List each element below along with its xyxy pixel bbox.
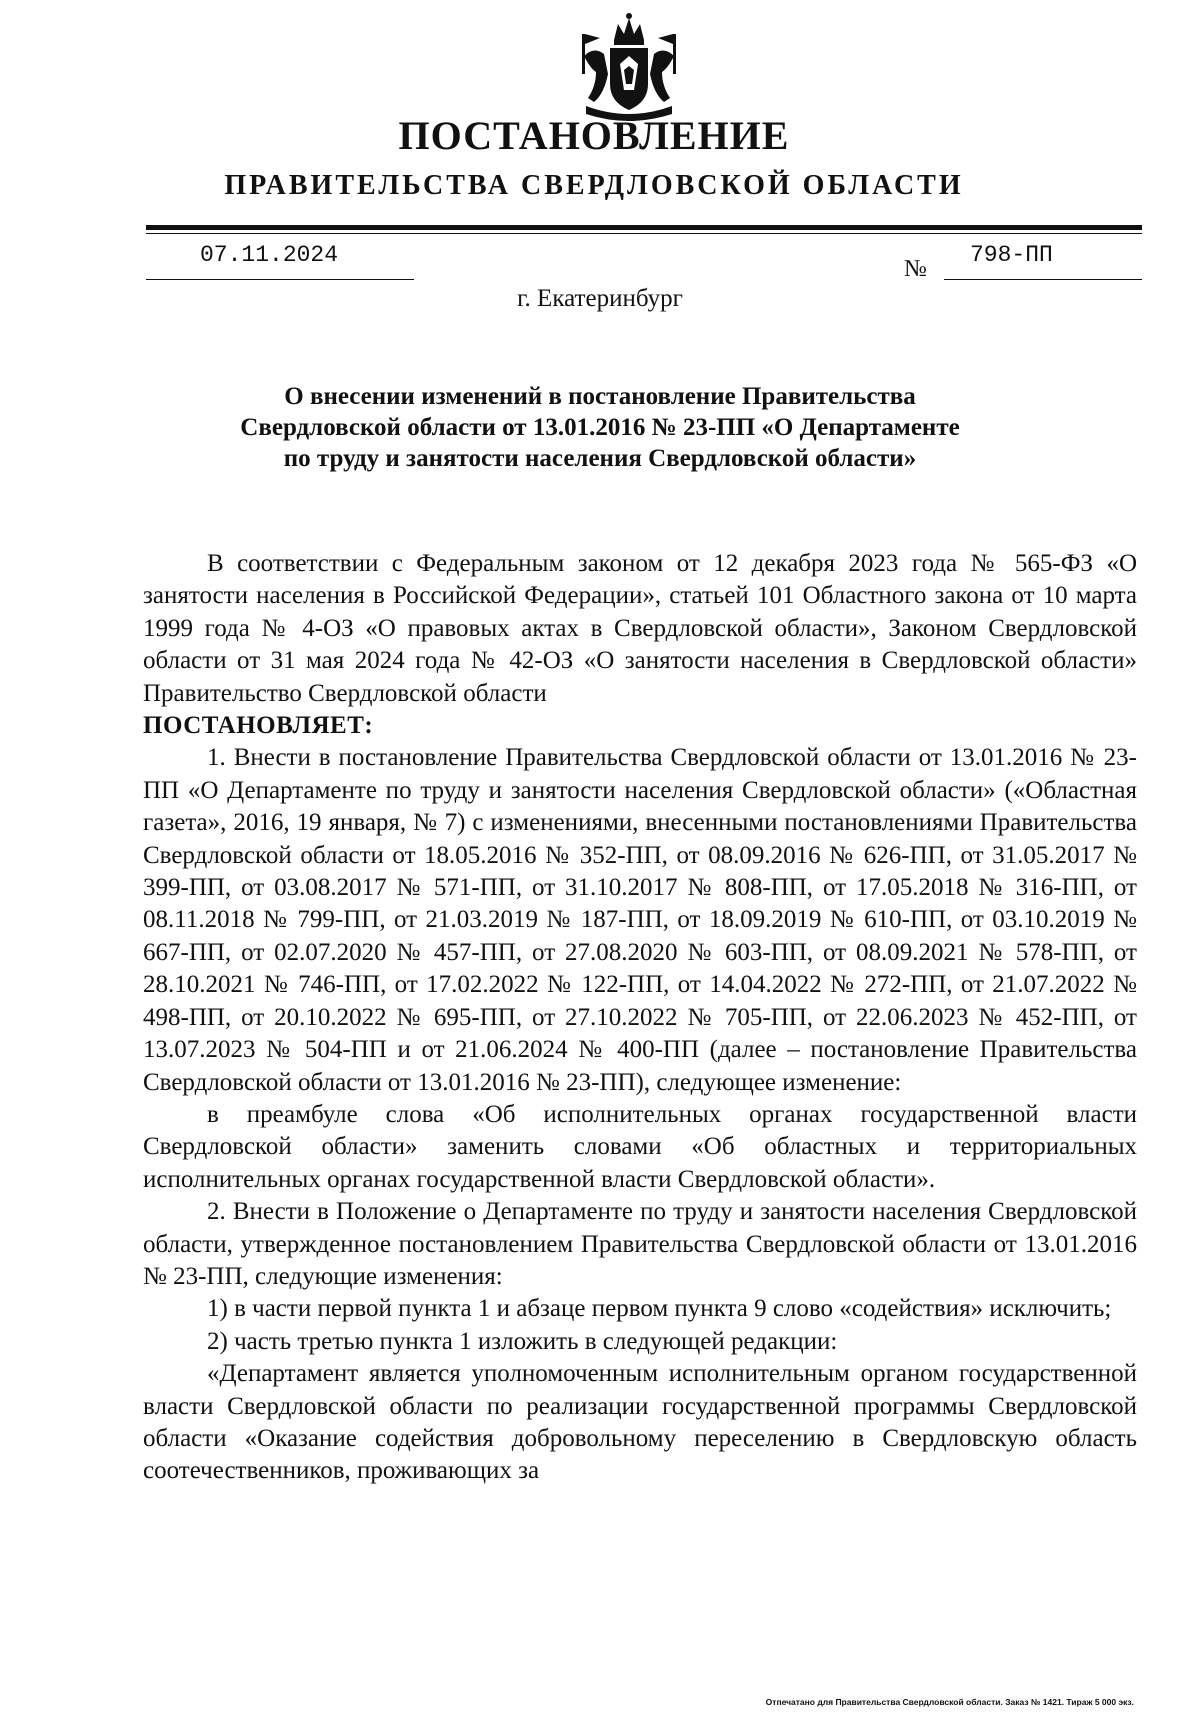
document-date: 07.11.2024 [200, 242, 339, 268]
item-2-1-paragraph: 1) в части первой пункта 1 и абзаце первом пункта 9 слово «содействия» исключить; [207, 1295, 1112, 1323]
number-label: № [904, 256, 927, 282]
preamble-paragraph: В соответствии с Федеральным законом от 12 декабря 2023 года № 565-ФЗ «О занятости населения в Российской Федерации», статьей 101 Областного закона от 10 марта 1999 года № 4-ОЗ «О правовых актах в Свердловской области», Законом Свердловской области от 31 мая 2024 года № 42-ОЗ «О занятости населения в Свердловской области» Правительство Свердловской области [143, 550, 1137, 707]
item-1-paragraph: 1. Внести в постановление Правительства Свердловской области от 13.01.2016 № 23-ПП «О Департаменте по труду и занятости населения Свердловской области» («Областная газета», 2016, 19 января, № 7) с изменениями, внесенными постановлениями Правительства Свердловской области от 18.05.2016 № 352-ПП, от 08.09.2016 № 626-ПП, от 31.05.2017 № 399-ПП, от 03.08.2017 № 571-ПП, от 31.10.2017 № 808-ПП, от 17.05.2018 № 316-ПП, от 08.11.2018 № 799-ПП, от 21.03.2019 № 187-ПП, от 18.09.2019 № 610-ПП, от 03.10.2019 № 667-ПП, от 02.07.2020 № 457-ПП, от 27.08.2020 № 603-ПП, от 08.09.2021 № 578-ПП, от 28.10.2021 № 746-ПП, от 17.02.2022 № 122-ПП, от 14.04.2022 № 272-ПП, от 21.07.2022 № 498-ПП, от 20.10.2022 № 695-ПП, от 27.10.2022 № 705-ПП, от 22.06.2023 № 452-ПП, от 13.07.2023 № 504-ПП и от 21.06.2024 № 400-ПП (далее – постановление Правительства Свердловской области от 13.01.2016 № 23-ПП), следующее изменение: [143, 744, 1137, 1096]
document-body [143, 548, 1137, 1488]
decree-keyword: ПОСТАНОВЛЯЕТ: [143, 712, 374, 740]
date-underline [146, 279, 414, 280]
document-title: ПОСТАНОВЛЕНИЕ [398, 113, 790, 158]
document-city: г. Екатеринбург [517, 285, 683, 312]
number-underline [944, 279, 1142, 280]
item-1-change-paragraph: в преамбуле слова «Об исполнительных органах государственной власти Свердловской области» заменить словами «Об областных и территориальных исполнительных органах государственной власти Свердловской области». [143, 1100, 1137, 1193]
item-2-2-paragraph: 2) часть третью пункта 1 изложить в следующей редакции: [207, 1327, 838, 1355]
header-divider-thin [146, 233, 1142, 234]
coat-of-arms-emblem [574, 10, 684, 126]
document-number: 798-ПП [970, 242, 1053, 268]
header-divider [146, 225, 1142, 230]
heading-line: О внесении изменений в постановление Правительства [284, 383, 916, 410]
print-imprint: Отпечатано для Правительства Свердловской области. Заказ № 1421. Тираж 5 000 экз. [765, 1697, 1134, 1707]
heading-line: Свердловской области от 13.01.2016 № 23-ПП «О Департаменте [240, 414, 960, 441]
item-2-paragraph: 2. Внести в Положение о Департаменте по труду и занятости населения Свердловской области, утвержденное постановлением Правительства Свердловской области от 13.01.2016 № 23-ПП, следующие изменения: [143, 1198, 1137, 1290]
document-heading [150, 381, 1050, 474]
heading-line: по труду и занятости населения Свердловской области» [283, 445, 917, 472]
issuing-authority: ПРАВИТЕЛЬСТВА СВЕРДЛОВСКОЙ ОБЛАСТИ [224, 170, 964, 201]
item-2-2-quote-paragraph: «Департамент является уполномоченным исполнительным органом государственной власти Свердловской области по реализации государственной программы Свердловской области «Оказание содействия добровольному переселению в Свердловскую область соотечественников, проживающих за [143, 1360, 1137, 1485]
